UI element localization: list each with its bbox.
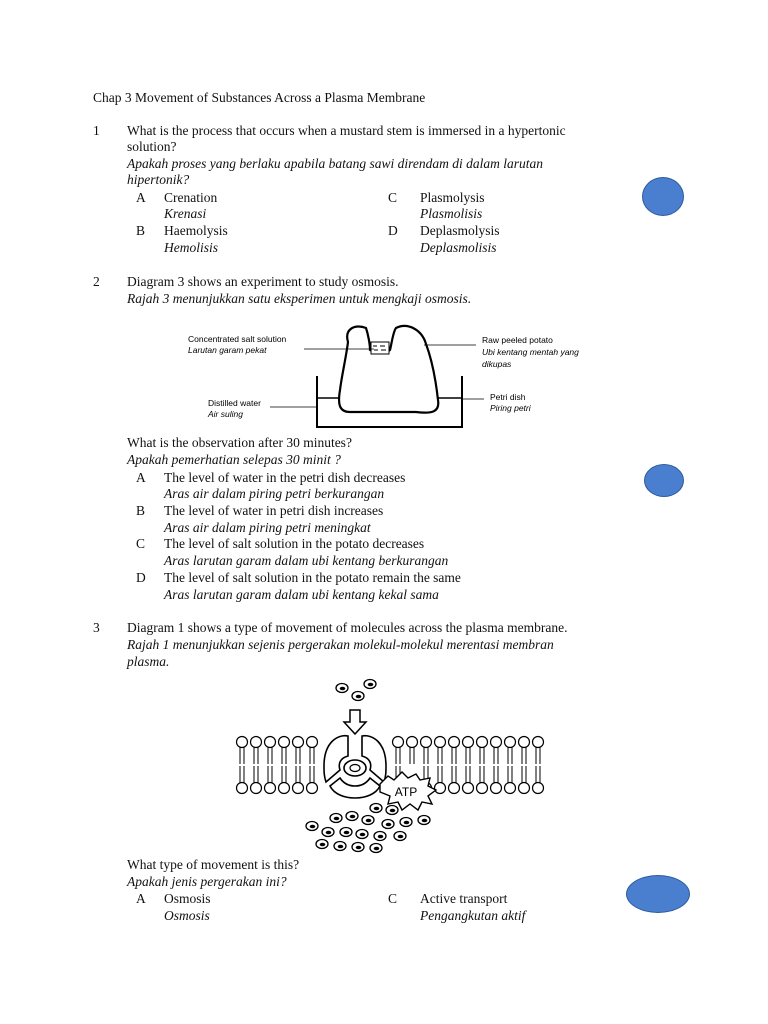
label-salt-en: Concentrated salt solution <box>188 334 287 344</box>
question-3-text-ms-line1: Rajah 1 menunjukkan sejenis pergerakan molekul-molekul merentasi membran <box>127 637 554 652</box>
q1-option-d-ms: Deplasmolisis <box>420 240 497 255</box>
q2-option-d-ms: Aras larutan garam dalam ubi kentang kekal sama <box>164 587 439 602</box>
salt-solution-cavity <box>371 342 389 354</box>
question-1-text-ms-line1: Apakah proses yang berlaku apabila batang sawi direndam di dalam larutan <box>127 156 543 171</box>
carrier-protein-bottom <box>330 778 380 798</box>
question-2-text-ms: Rajah 3 menunjukkan satu eksperimen untuk mengkaji osmosis. <box>127 291 472 306</box>
label-salt-ms: Larutan garam pekat <box>188 345 267 355</box>
question-3-number: 3 <box>93 620 100 635</box>
q2-option-d-en: The level of salt solution in the potato remain the same <box>164 570 461 585</box>
q2-option-c-letter: C <box>136 536 146 551</box>
answer-marker-q2[interactable] <box>644 464 684 497</box>
q3-option-a-letter: A <box>136 891 146 906</box>
q3-option-a-en: Osmosis <box>164 891 211 906</box>
q2-option-a-en: The level of water in the petri dish decreases <box>164 470 406 485</box>
q2-option-a-ms: Aras air dalam piring petri berkurangan <box>164 486 385 501</box>
q2-option-b-letter: B <box>136 503 146 518</box>
label-potato-en: Raw peeled potato <box>482 335 553 345</box>
q2-option-b-ms: Aras air dalam piring petri meningkat <box>164 520 371 535</box>
question-2-text-en: Diagram 3 shows an experiment to study osmosis. <box>127 274 399 289</box>
arrow-down-icon <box>344 710 366 734</box>
label-water-en: Distilled water <box>208 398 261 408</box>
q3-option-c-letter: C <box>388 891 398 906</box>
question-3-text-ms-line2: plasma. <box>127 654 170 669</box>
question-1-number: 1 <box>93 123 100 138</box>
question-3-text-en: Diagram 1 shows a type of movement of molecules across the plasma membrane. <box>127 620 568 635</box>
answer-marker-q3[interactable] <box>626 875 690 913</box>
q1-option-a-letter: A <box>136 190 146 205</box>
question-1-text-en-line1: What is the process that occurs when a mustard stem is immersed in a hypertonic <box>127 123 566 138</box>
q3-option-c-ms: Pengangkutan aktif <box>420 908 526 923</box>
q1-option-d-letter: D <box>388 223 398 238</box>
q2-option-a-letter: A <box>136 470 146 485</box>
molecule-outside <box>336 684 348 693</box>
question-2-number: 2 <box>93 274 100 289</box>
q1-option-a-ms: Krenasi <box>164 206 207 221</box>
question-3-sub-ms: Apakah jenis pergerakan ini? <box>127 874 287 889</box>
carrier-protein-right <box>362 736 386 782</box>
answer-marker-q1[interactable] <box>642 177 684 216</box>
carrier-protein-left <box>324 736 348 782</box>
osmosis-diagram <box>180 320 600 432</box>
q1-option-c-ms: Plasmolisis <box>420 206 483 221</box>
label-dish-en: Petri dish <box>490 392 526 402</box>
label-water-ms: Air suling <box>208 409 243 419</box>
molecules-inside <box>306 804 430 853</box>
question-2-sub-ms: Apakah pemerhatian selepas 30 minit ? <box>127 452 341 467</box>
molecule-outside <box>364 680 376 689</box>
page-title: Chap 3 Movement of Substances Across a Plasma Membrane <box>93 90 426 105</box>
question-3-sub-en: What type of movement is this? <box>127 857 300 872</box>
molecule-outside <box>352 692 364 701</box>
question-1-text-ms-line2: hipertonik? <box>127 172 190 187</box>
q1-option-b-ms: Hemolisis <box>164 240 218 255</box>
q2-option-c-ms: Aras larutan garam dalam ubi kentang berkurangan <box>164 553 449 568</box>
question-2-sub-en: What is the observation after 30 minutes? <box>127 435 352 450</box>
q2-option-b-en: The level of water in petri dish increases <box>164 503 384 518</box>
atp-label: ATP <box>394 785 418 799</box>
q1-option-b-letter: B <box>136 223 146 238</box>
q1-option-b-en: Haemolysis <box>164 223 228 238</box>
q2-option-d-letter: D <box>136 570 146 585</box>
question-1-text-en-line2: solution? <box>127 139 177 154</box>
q1-option-a-en: Crenation <box>164 190 218 205</box>
membrane-transport-diagram <box>230 676 550 854</box>
q3-option-c-en: Active transport <box>420 891 508 906</box>
label-potato-ms1: Ubi kentang mentah yang <box>482 347 579 357</box>
q1-option-d-en: Deplasmolysis <box>420 223 500 238</box>
q3-option-a-ms: Osmosis <box>164 908 210 923</box>
q2-option-c-en: The level of salt solution in the potato decreases <box>164 536 425 551</box>
q1-option-c-en: Plasmolysis <box>420 190 485 205</box>
label-potato-ms2: dikupas <box>482 359 512 369</box>
q1-option-c-letter: C <box>388 190 398 205</box>
potato-outline <box>339 326 438 413</box>
label-dish-ms: Piring petri <box>490 403 531 413</box>
membrane-top-layer <box>237 737 544 765</box>
